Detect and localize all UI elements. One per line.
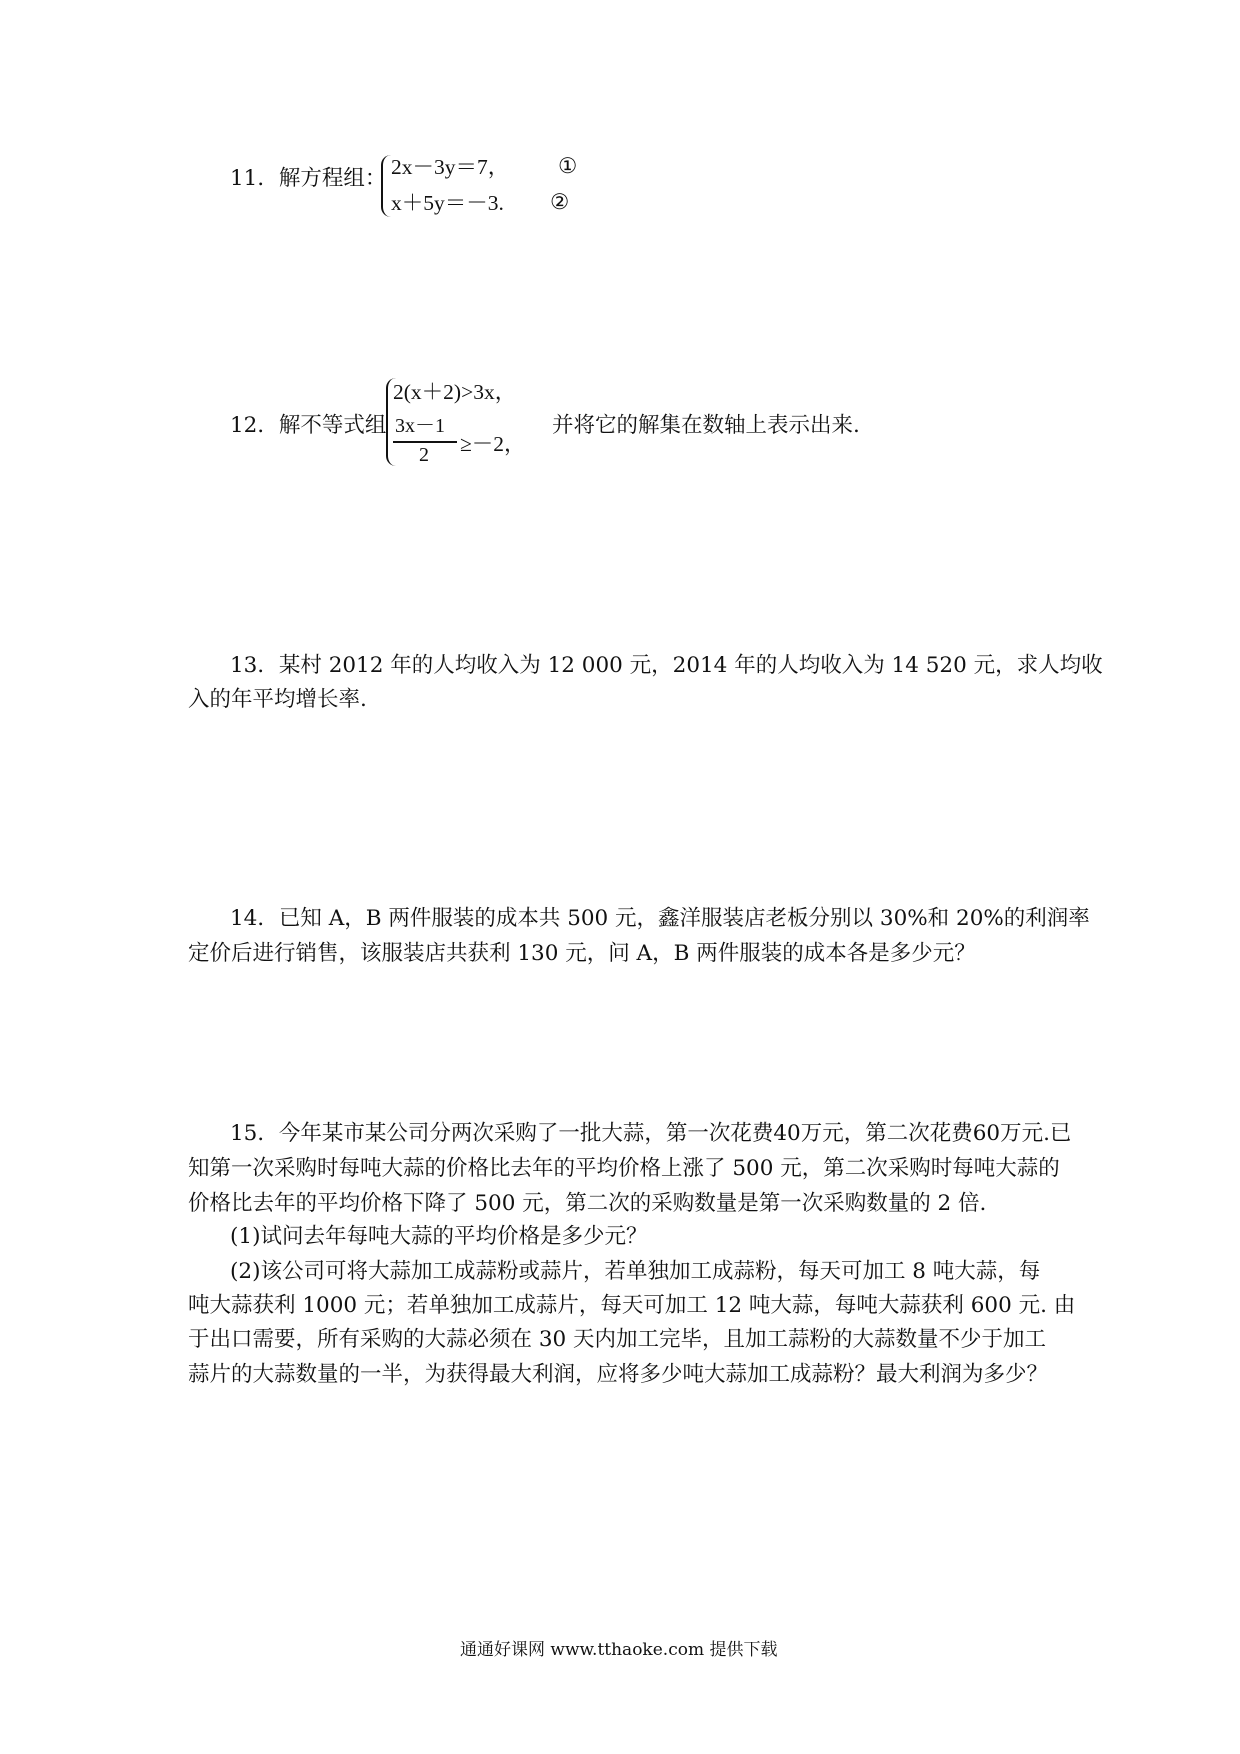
- q14-line-1: 14．已知 A，B 两件服装的成本共 500 元，鑫洋服装店老板分别以 30%和 20%的利润率: [230, 906, 1090, 931]
- q15-line-5: (2)该公司可将大蒜加工成蒜粉或蒜片，若单独加工成蒜粉，每天可加工 8 吨大蒜，每: [230, 1259, 1041, 1284]
- q12-fraction-denominator: 2: [419, 444, 429, 466]
- q11-brace: [381, 155, 391, 217]
- q15-line-8: 蒜片的大蒜数量的一半，为获得最大利润，应将多少吨大蒜加工成蒜粉？最大利润为多少？: [188, 1362, 1049, 1387]
- q11-equation-1: 2x－3y＝7，: [391, 155, 510, 179]
- q14-line-2: 定价后进行销售，该服装店共获利 130 元，问 A，B 两件服装的成本各是多少元？: [188, 941, 976, 966]
- q12-inequality-2-rest: ≥－2，: [460, 432, 526, 456]
- q15-line-4: (1)试问去年每吨大蒜的平均价格是多少元？: [230, 1224, 648, 1249]
- q15-line-1: 15．今年某市某公司分两次采购了一批大蒜，第一次花费40万元，第二次花费60万元.已: [230, 1121, 1072, 1146]
- q12-instruction: 并将它的解集在数轴上表示出来.: [552, 413, 860, 438]
- q15-line-7: 于出口需要，所有采购的大蒜必须在 30 天内加工完毕，且加工蒜粉的大蒜数量不少于加工: [188, 1327, 1047, 1352]
- q15-line-3: 价格比去年的平均价格下降了 500 元，第二次的采购数量是第一次采购数量的 2 倍.: [188, 1191, 987, 1216]
- q13-line-2: 入的年平均增长率.: [188, 687, 367, 712]
- q11-label: 11．解方程组：: [230, 166, 387, 191]
- q12-inequality-1: 2(x＋2)>3x，: [393, 380, 517, 404]
- page-footer: 通通好课网 www.tthaoke.com 提供下载: [460, 1640, 778, 1660]
- q12-fraction-numerator: 3x－1: [395, 415, 445, 437]
- q12-label: 12．解不等式组: [230, 413, 387, 438]
- q11-equation-2: x＋5y＝－3.: [391, 191, 504, 215]
- q15-line-2: 知第一次采购时每吨大蒜的价格比去年的平均价格上涨了 500 元，第二次采购时每吨大蒜的: [188, 1156, 1060, 1181]
- q13-line-1: 13．某村 2012 年的人均收入为 12 000 元，2014 年的人均收入为 14 520 元，求人均收: [230, 653, 1103, 678]
- q11-mark-1: ①: [558, 154, 578, 179]
- q11-mark-2: ②: [550, 190, 570, 215]
- q15-line-6: 吨大蒜获利 1000 元；若单独加工成蒜片，每天可加工 12 吨大蒜，每吨大蒜获利 600 元. 由: [188, 1293, 1076, 1318]
